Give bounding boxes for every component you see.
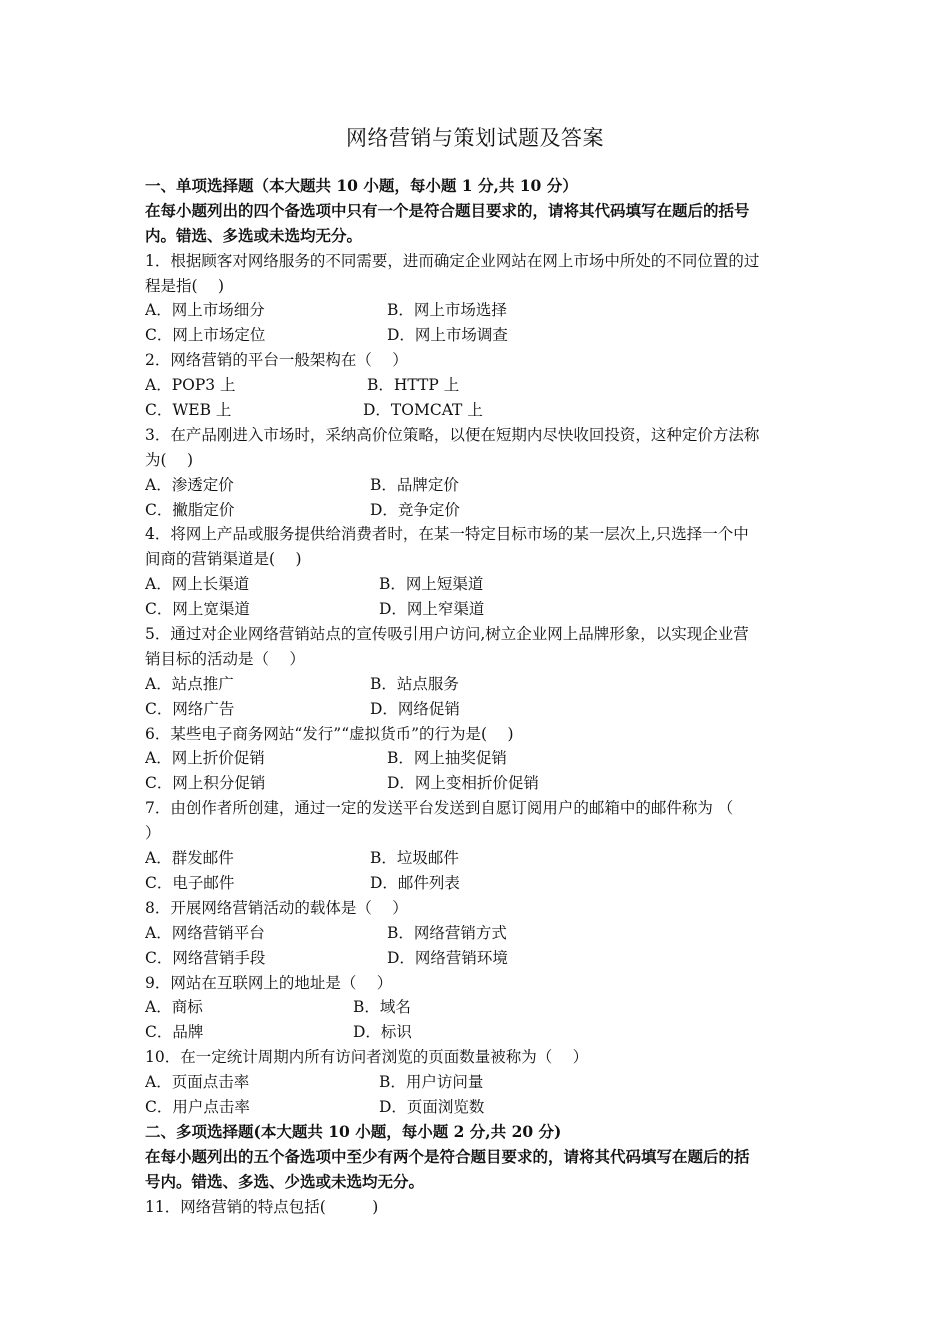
question-7-option-c: C．电子邮件 [145,873,235,892]
section1-heading: 一、单项选择题（本大题共 10 小题，每小题 1 分,共 10 分） [145,176,578,195]
question-3-options-cd [145,498,809,523]
question-3-option-c: C．撇脂定价 [145,500,235,519]
question-9-option-a: A．商标 [145,998,203,1017]
question-5-option-b: B．站点服务 [370,674,459,693]
question-4-option-c: C．网上宽渠道 [145,600,250,619]
question-10-option-c: C．用户点击率 [145,1097,250,1116]
question-4-option-b: B．网上短渠道 [379,575,484,594]
question-2-option-b: B．HTTP 上 [367,376,460,395]
question-8-option-c: C．网络营销手段 [145,948,266,967]
question-4-stem-line1: 4．将网上产品或服务提供给消费者时，在某一特定目标市场的某一层次上,只选择一个中 [145,525,749,544]
question-10-options-cd [145,1095,809,1120]
question-8-option-b: B．网络营销方式 [387,923,507,942]
question-7-stem-line1: 7．由创作者所创建，通过一定的发送平台发送到自愿订阅用户的邮箱中的邮件称为 （ [145,799,734,818]
question-7-option-a: A．群发邮件 [145,849,234,868]
question-4-stem-line2: 间商的营销渠道是( ) [145,550,302,569]
question-10-option-a: A．页面点击率 [145,1073,250,1092]
question-4-options-ab [145,572,809,597]
question-1-option-d: D．网上市场调查 [387,326,508,345]
question-9-option-d: D．标识 [353,1023,412,1042]
document-body [145,174,809,1219]
question-8-options-cd [145,946,809,971]
section1-instruction-line2: 内。错选、多选或未选均无分。 [145,225,363,245]
section1-instruction-line1: 在每小题列出的四个备选项中只有一个是符合题目要求的，请将其代码填写在题后的括号 [145,200,750,220]
question-6-options-cd [145,771,809,796]
question-10-option-b: B．用户访问量 [379,1073,484,1092]
question-3-option-b: B．品牌定价 [370,475,459,494]
question-7-option-b: B．垃圾邮件 [370,849,459,868]
question-4-option-a: A．网上长渠道 [145,575,250,594]
question-5-stem-line1: 5．通过对企业网络营销站点的宣传吸引用户访问,树立企业网上品牌形象，以实现企业营 [145,625,749,644]
question-10-options-ab [145,1070,809,1095]
section2-heading: 二、多项选择题(本大题共 10 小题，每小题 2 分,共 20 分) [145,1121,562,1141]
question-5-option-a: A．站点推广 [145,674,234,693]
question-2-options-ab [145,373,809,398]
question-9-option-b: B．域名 [353,998,411,1017]
question-2-options-cd [145,398,809,423]
question-7-options-ab [145,846,809,871]
question-8-option-a: A．网络营销平台 [145,923,265,942]
question-3-option-d: D．竞争定价 [370,500,460,519]
question-9-option-c: C．品牌 [145,1023,204,1042]
question-5-option-d: D．网络促销 [370,699,460,718]
question-10-stem: 10．在一定统计周期内所有访问者浏览的页面数量被称为（ ） [145,1048,589,1067]
question-6-option-c: C．网上积分促销 [145,774,266,793]
question-2-option-d: D．TOMCAT 上 [363,401,483,420]
question-8-option-d: D．网络营销环境 [387,948,508,967]
question-6-stem: 6．某些电子商务网站“发行”“虚拟货币”的行为是( ) [145,724,514,743]
question-6-option-a: A．网上折价促销 [145,749,265,768]
question-2-option-c: C．WEB 上 [145,401,232,420]
question-3-options-ab [145,473,809,498]
section2-instruction-line2: 号内。错选、多选、少选或未选均无分。 [145,1171,425,1191]
question-7-stem-line2: ） [145,824,161,843]
section2-instruction-line1: 在每小题列出的五个备选项中至少有两个是符合题目要求的，请将其代码填写在题后的括 [145,1146,750,1166]
question-11-stem: 11．网络营销的特点包括( ) [145,1197,379,1216]
question-4-options-cd [145,597,809,622]
question-2-option-a: A．POP3 上 [145,376,236,395]
question-5-options-ab [145,672,809,697]
question-5-options-cd [145,697,809,722]
question-6-option-d: D．网上变相折价促销 [387,774,539,793]
question-10-option-d: D．页面浏览数 [379,1097,485,1116]
question-5-option-c: C．网络广告 [145,699,235,718]
question-1-option-c: C．网上市场定位 [145,326,266,345]
question-1-stem-line2: 程是指( ) [145,276,225,295]
document-title: 网络营销与策划试题及答案 [346,126,604,150]
question-3-stem-line2: 为( ) [145,450,194,469]
question-9-stem: 9．网站在互联网上的地址是（ ） [145,973,393,992]
question-8-options-ab [145,921,809,946]
question-1-option-a: A．网上市场细分 [145,301,265,320]
question-1-option-b: B．网上市场选择 [387,301,507,320]
question-9-options-ab [145,995,809,1020]
question-7-option-d: D．邮件列表 [370,873,460,892]
question-5-stem-line2: 销目标的活动是（ ） [145,649,305,668]
question-4-option-d: D．网上窄渠道 [379,600,485,619]
question-3-stem-line1: 3．在产品刚进入市场时，采纳高价位策略，以便在短期内尽快收回投资，这种定价方法称 [145,425,760,444]
question-1-options-ab [145,298,809,323]
question-8-stem: 8．开展网络营销活动的载体是（ ） [145,898,408,917]
question-2-stem: 2．网络营销的平台一般架构在（ ） [145,351,408,370]
question-6-option-b: B．网上抽奖促销 [387,749,507,768]
question-7-options-cd [145,871,809,896]
question-1-stem-line1: 1．根据顾客对网络服务的不同需要，进而确定企业网站在网上市场中所处的不同位置的过 [145,251,760,270]
question-6-options-ab [145,746,809,771]
question-1-options-cd [145,323,809,348]
question-3-option-a: A．渗透定价 [145,475,234,494]
question-9-options-cd [145,1020,809,1045]
